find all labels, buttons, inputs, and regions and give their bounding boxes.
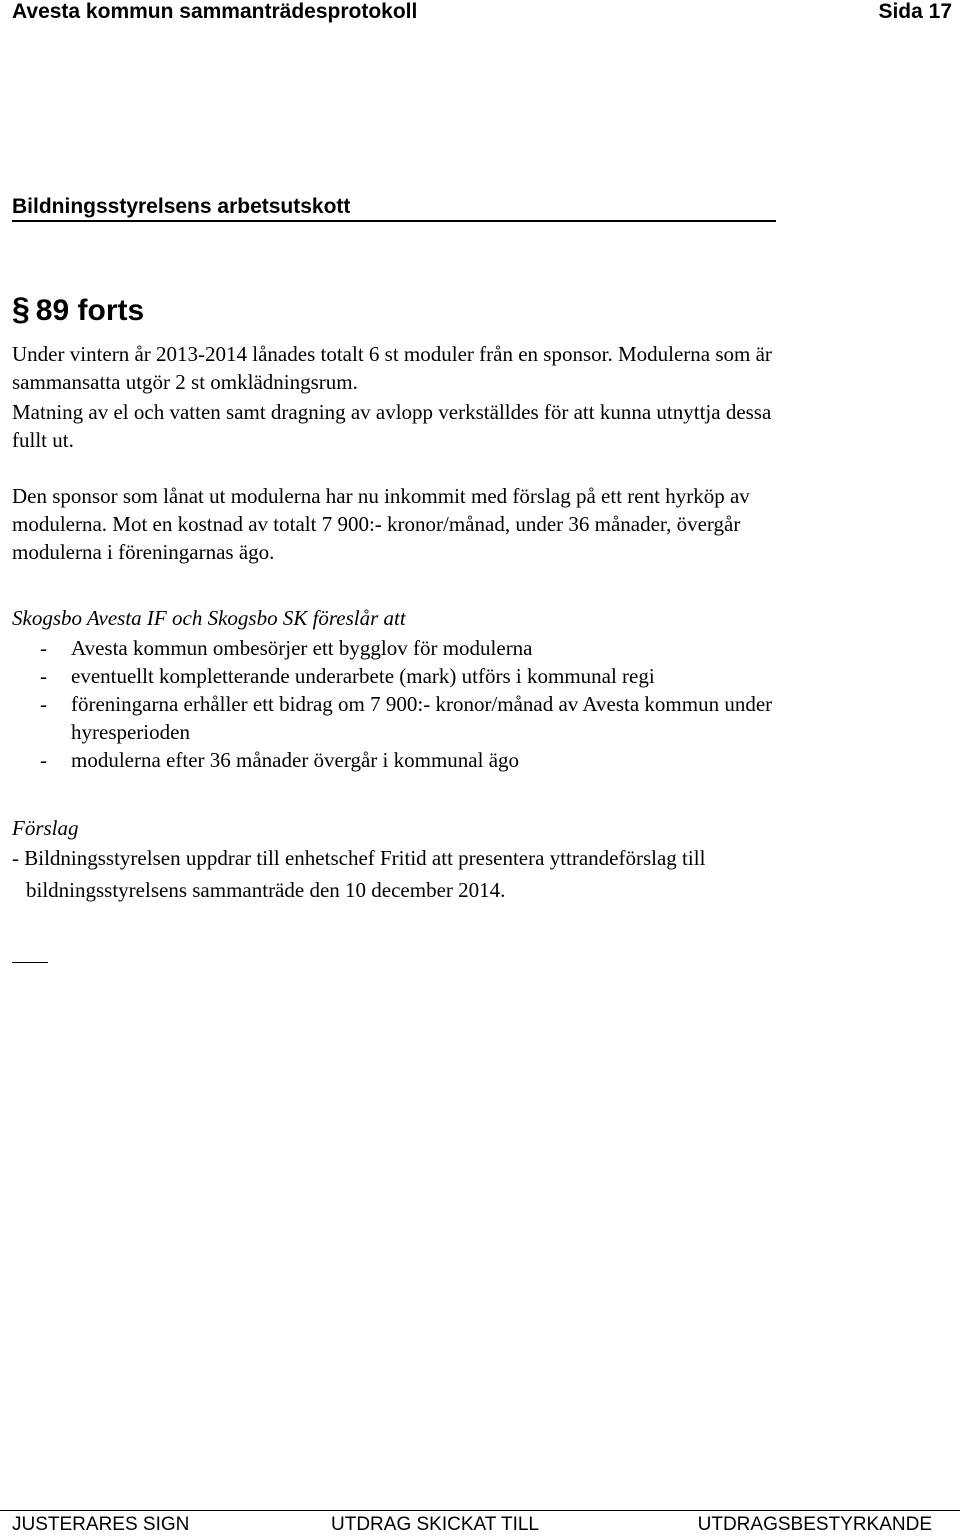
list-item: Avesta kommun ombesörjer ett bygglov för modulerna [71,636,533,660]
list-item: modulerna efter 36 månader övergår i kommunal ägo [71,748,520,772]
document-title: Avesta kommun sammanträdesprotokoll [12,0,418,23]
paragraph-line: Under vintern år 2013-2014 lånades totalt 6 st moduler från en sponsor. Modulerna som är [12,342,772,366]
paragraph-sign: § [12,291,30,327]
committee-divider [12,220,776,222]
forslag-line: bildningsstyrelsens sammanträde den 10 december 2014. [26,878,506,902]
section-title-text: 89 forts [35,294,145,327]
paragraph-line: modulerna. Mot en kostnad av totalt 7 900:- kronor/månad, under 36 månader, övergår [12,512,741,536]
list-item: föreningarna erhåller ett bidrag om 7 900:- kronor/månad av Avesta kommun under [71,692,773,716]
list-item: eventuellt kompletterande underarbete (mark) utförs i kommunal regi [71,664,655,688]
page-number: Sida 17 [878,0,952,23]
section-title [12,290,144,330]
list-dash: - [40,692,47,716]
paragraph-line: modulerna i föreningarnas ägo. [12,540,275,564]
forslag-heading: Förslag [12,816,79,840]
footer-sent-label: UTDRAG SKICKAT TILL [331,1514,539,1535]
paragraph-line: Den sponsor som lånat ut modulerna har nu inkommit med förslag på ett rent hyrköp av [12,484,750,508]
list-item-continuation: hyresperioden [71,720,190,744]
proposal-heading: Skogsbo Avesta IF och Skogsbo SK föreslår att [12,606,406,630]
list-dash: - [40,748,47,772]
paragraph-line: Matning av el och vatten samt dragning av avlopp verkställdes för att kunna utnyttja dessa [12,400,772,424]
footer-certified-label: UTDRAGSBESTYRKANDE [697,1514,932,1535]
paragraph-line: fullt ut. [12,428,74,452]
list-dash: - [40,664,47,688]
end-divider [12,962,48,963]
list-dash: - [40,636,47,660]
paragraph-line: sammansatta utgör 2 st omklädningsrum. [12,370,358,394]
forslag-line: - Bildningsstyrelsen uppdrar till enhetschef Fritid att presentera yttrandeförslag till [12,846,706,870]
footer-divider [0,1510,960,1511]
footer-sign-label: JUSTERARES SIGN [12,1514,190,1535]
committee-name: Bildningsstyrelsens arbetsutskott [12,195,351,218]
